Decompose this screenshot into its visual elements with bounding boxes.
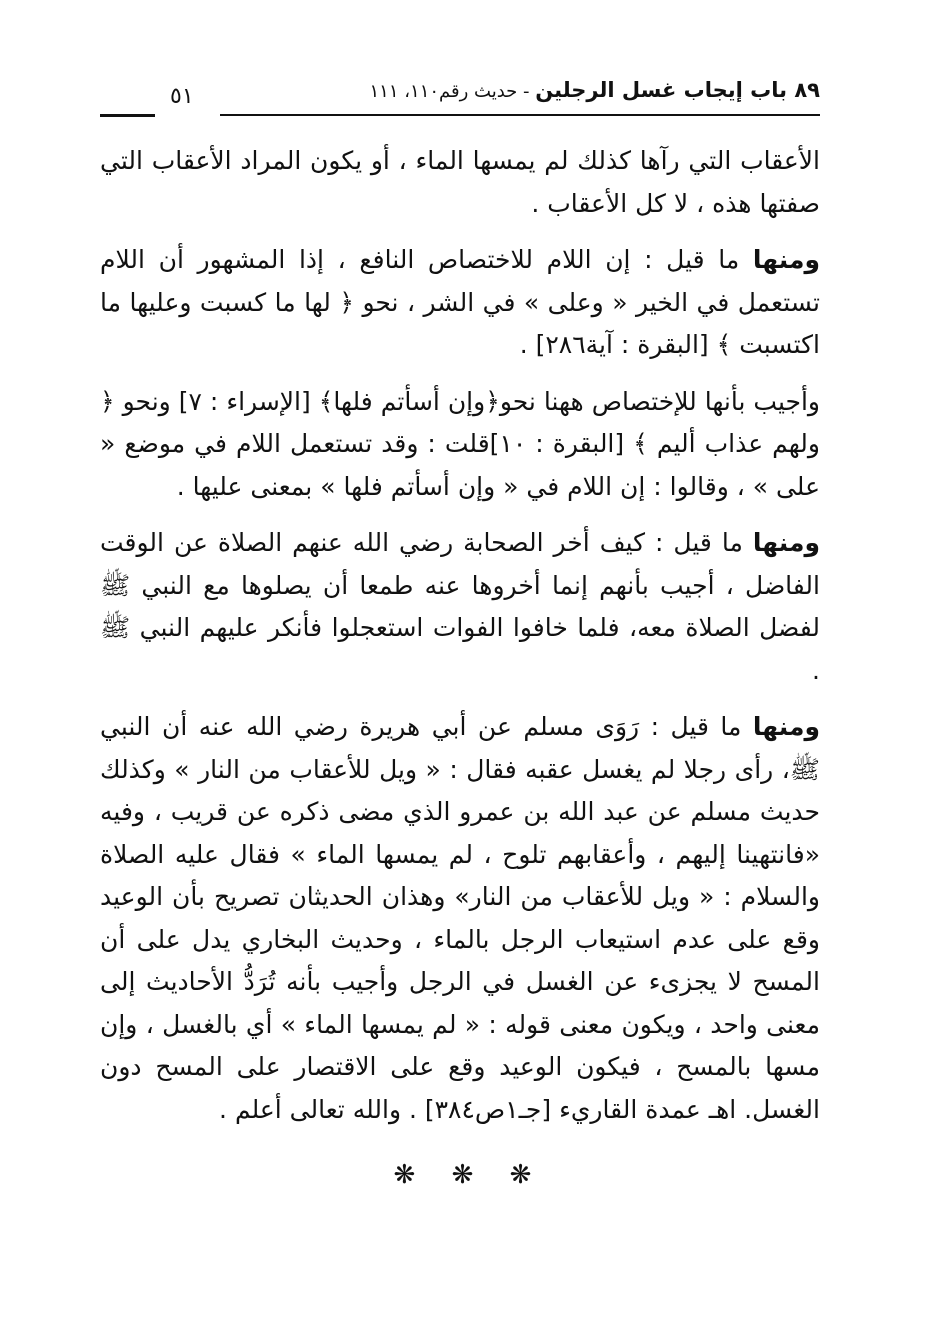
- paragraph-1: [100, 140, 820, 225]
- page-body: [100, 140, 820, 1145]
- section-end-ornament: ❋ ❋ ❋: [393, 1160, 546, 1190]
- paragraph-lead: ومنها: [752, 245, 820, 274]
- header-rule: [220, 114, 820, 116]
- paragraph-lead: ومنها: [752, 712, 820, 741]
- paragraph-2: [100, 239, 820, 367]
- paragraph-text: ما قيل : كيف أخر الصحابة رضي الله عنهم الصلاة عن الوقت الفاضل ، أجيب بأنهم إنما أخروها عنه طمعا أن يصلوها مع النبي ﷺ لفضل الصلاة معه، فلما خافوا الفوات استعجلوا فأنكر عليهم النبي ﷺ .: [100, 528, 820, 685]
- page-header: [100, 78, 820, 118]
- hadith-reference: - حديث رقم١١٠، ١١١: [369, 81, 536, 102]
- paragraph-3: [100, 381, 820, 509]
- paragraph-4: [100, 522, 820, 692]
- paragraph-text: ما قيل : إن اللام للاختصاص النافع ، إذا المشهور أن اللام تستعمل في الخير « وعلى » في الشر ، نحو ﴿ لها ما كسبت وعليها ما اكتسبت ﴾ [البقرة : آية٢٨٦] .: [100, 245, 820, 359]
- paragraph-text: وأجيب بأنها للإختصاص ههنا نحو﴿وإن أسأتم فلها﴾ [الإسراء : ٧] ونحو ﴿ ولهم عذاب أليم ﴾ [البقرة : ١٠]قلت : وقد تستعمل اللام في موضع « على » ، وقالوا : إن اللام في « وإن أسأتم فلها » بمعنى عليها .: [100, 386, 820, 501]
- page-number: ٥١: [170, 84, 194, 109]
- paragraph-text: ما قيل : رَوَى مسلم عن أبي هريرة رضي الله عنه أن النبي ﷺ، رأى رجلا لم يغسل عقبه فقال : « ويل للأعقاب من النار » وكذلك حديث مسلم عن عبد الله بن عمرو الذي مضى ذكره عن قريب ، وفيه «فانتهينا إليهم ، وأعقابهم تلوح ، لم يمسها الماء » فقال عليه الصلاة والسلام : « ويل للأعقاب من النار» وهذان الحديثان تصريح بأن الوعيد وقع على عدم استيعاب الرجل بالماء ، وحديث البخاري يدل على أن المسح لا يجزىء عن الغسل في الرجل وأجيب بأنه تُرَدُّ الأحاديث إلى معنى واحد ، ويكون معنى قوله : « لم يمسها الماء » أي بالغسل ، وإن مسها بالمسح ، فيكون الوعيد وقع على الاقتصار على المسح دون الغسل. اهـ عمدة القاريء [جـ١ص٣٨٤] . والله تعالى أعلم .: [100, 712, 820, 1124]
- paragraph-text: الأعقاب التي رآها كذلك لم يمسها الماء ، أو يكون المراد الأعقاب التي صفتها هذه ، لا كل الأعقاب .: [100, 146, 820, 218]
- paragraph-5: [100, 706, 820, 1131]
- paragraph-lead: ومنها: [752, 528, 820, 557]
- page-number-rule: [100, 114, 155, 117]
- chapter-title: ٨٩ باب إيجاب غسل الرجلين: [535, 78, 820, 102]
- running-title: [369, 78, 820, 102]
